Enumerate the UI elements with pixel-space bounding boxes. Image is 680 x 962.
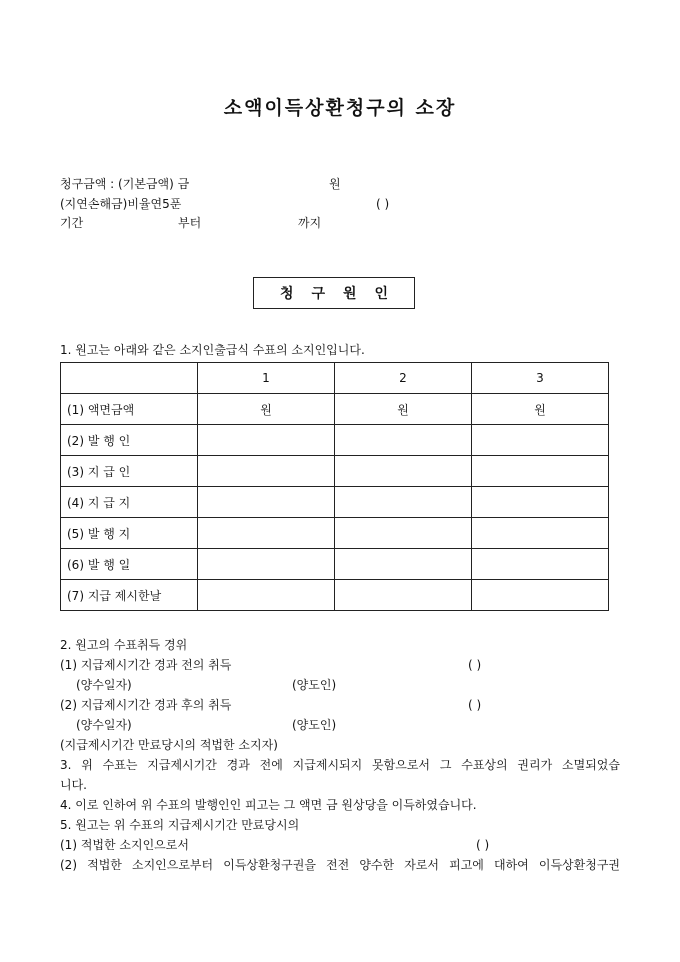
table-cell <box>472 549 609 580</box>
table-column-header: 1 <box>198 363 335 394</box>
item-2-transferor: (양도인) <box>292 718 337 732</box>
row-label: (1) 액면금액 <box>61 394 198 425</box>
document-title: 소액이득상환청구의 소장 <box>223 97 457 119</box>
item-1-transfer-date: (양수일자) <box>76 678 132 692</box>
row-label: (4) 지 급 지 <box>61 487 198 518</box>
row-label: (5) 발 행 지 <box>61 518 198 549</box>
claim-amount-label: 청구금액 : (기본금액) 금 <box>60 177 190 191</box>
table-cell <box>472 487 609 518</box>
period-to: 까지 <box>298 216 322 230</box>
row-label: (3) 지 급 인 <box>61 456 198 487</box>
table-cell <box>335 425 472 456</box>
paragraph-5-item-2: (2) 적법한 소지인으로부터 이득상환청구권을 전전 양수한 자로서 피고에 대하여 이득상환청구권 <box>60 858 620 872</box>
table-cell <box>335 549 472 580</box>
table-cell <box>472 580 609 611</box>
table-row <box>61 394 609 425</box>
table-column-header: 3 <box>472 363 609 394</box>
table-cell <box>472 518 609 549</box>
period-label: 기간 <box>60 216 84 230</box>
table-cell <box>198 487 335 518</box>
paragraph-5-item-1: (1) 적법한 소지인으로서 <box>60 838 189 852</box>
row-label: (2) 발 행 인 <box>61 425 198 456</box>
table-row <box>61 487 609 518</box>
section-box-claim-cause <box>253 277 415 309</box>
period-from: 부터 <box>178 216 202 230</box>
table-row <box>61 425 609 456</box>
interest-label: (지연손해금)비율연5푼 <box>60 197 182 211</box>
table-cell <box>335 487 472 518</box>
table-cell: 원 <box>198 394 335 425</box>
section-2-item-2-paren: ( ) <box>468 698 482 712</box>
table-cell <box>198 580 335 611</box>
item-2-transfer-date: (양수일자) <box>76 718 132 732</box>
table-cell: 원 <box>472 394 609 425</box>
table-cell <box>472 425 609 456</box>
table-cell <box>335 518 472 549</box>
paragraph-5-item-1-paren: ( ) <box>476 838 490 852</box>
box-char: 구 <box>311 286 325 302</box>
table-cell <box>198 425 335 456</box>
table-cell: 원 <box>335 394 472 425</box>
section-2-item-1: (1) 지급제시기간 경과 전의 취득 <box>60 658 232 672</box>
item-1-transferor: (양도인) <box>292 678 337 692</box>
table-cell <box>198 549 335 580</box>
table-row <box>61 549 609 580</box>
row-label: (7) 지급 제시한날 <box>61 580 198 611</box>
box-char: 인 <box>374 286 389 302</box>
table-cell <box>335 580 472 611</box>
paragraph-1: 1. 원고는 아래와 같은 소지인출급식 수표의 소지인입니다. <box>60 343 365 357</box>
table-row <box>61 580 609 611</box>
section-2-heading: 2. 원고의 수표취득 경위 <box>60 638 188 652</box>
box-char: 원 <box>343 286 357 302</box>
table-cell <box>472 456 609 487</box>
section-2-item-1-paren: ( ) <box>468 658 482 672</box>
table-row <box>61 456 609 487</box>
table-row <box>61 518 609 549</box>
check-table <box>60 362 609 611</box>
table-header-row <box>61 363 609 394</box>
claim-amount-unit: 원 <box>329 177 341 191</box>
paragraph-5-heading: 5. 원고는 위 수표의 지급제시기간 만료당시의 <box>60 818 300 832</box>
section-2-note: (지급제시기간 만료당시의 적법한 소지자) <box>60 738 278 752</box>
paragraph-3-line-2: 니다. <box>60 778 87 792</box>
paragraph-4: 4. 이로 인하여 위 수표의 발행인인 피고는 그 액면 금 원상당을 이득하였습니다. <box>60 798 477 812</box>
section-2-item-2: (2) 지급제시기간 경과 후의 취득 <box>60 698 232 712</box>
paragraph-3-line-1: 3. 위 수표는 지급제시기간 경과 전에 지급제시되지 못함으로서 그 수표상의 권리가 소멸되었습 <box>60 758 620 772</box>
table-cell <box>335 456 472 487</box>
table-cell <box>198 456 335 487</box>
box-char: 청 <box>279 286 294 302</box>
table-header-corner <box>61 363 198 394</box>
table-cell <box>198 518 335 549</box>
table-column-header: 2 <box>335 363 472 394</box>
interest-paren: ( ) <box>376 197 390 211</box>
row-label: (6) 발 행 일 <box>61 549 198 580</box>
